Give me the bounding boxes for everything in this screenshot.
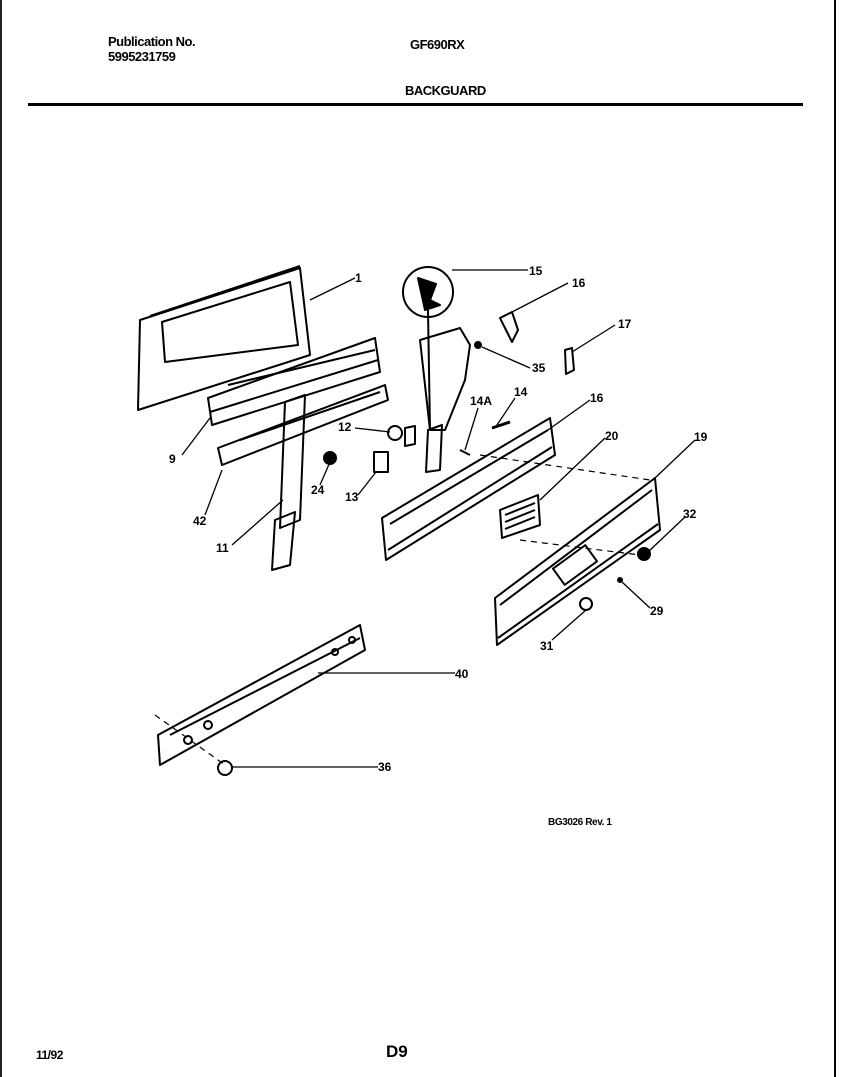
callout-19: 19 (694, 430, 708, 444)
publication-label: Publication No. (108, 34, 196, 49)
section-title: BACKGUARD (405, 83, 486, 98)
callout-40: 40 (455, 667, 469, 681)
callout-11: 11 (216, 541, 229, 555)
part-15-bracket (403, 267, 470, 472)
callout-16-clip: 16 (572, 276, 586, 290)
callout-13: 13 (345, 490, 359, 504)
part-36-screw (218, 761, 232, 775)
part-35-screw (475, 342, 481, 348)
callout-1: 1 (355, 271, 362, 285)
part-12-knob (388, 426, 415, 446)
model-number: GF690RX (410, 37, 465, 52)
callout-12: 12 (338, 420, 352, 434)
callout-17: 17 (618, 317, 632, 331)
callout-36: 36 (378, 760, 392, 774)
callout-32: 32 (683, 507, 697, 521)
callout-29: 29 (650, 604, 664, 618)
part-40-bottom-rail (158, 625, 365, 765)
part-14a-clip (460, 450, 470, 455)
callout-14: 14 (514, 385, 528, 399)
drawing-reference: BG3026 Rev. 1 (548, 817, 612, 828)
publication-number: 5995231759 (108, 49, 176, 64)
part-9-rail (208, 338, 380, 425)
callout-20: 20 (605, 429, 619, 443)
callout-15: 15 (529, 264, 543, 278)
part-16-clip (500, 312, 518, 342)
part-13-switch (374, 452, 388, 472)
callout-31: 31 (540, 639, 554, 653)
callout-24: 24 (311, 483, 325, 497)
callout-42: 42 (193, 514, 207, 528)
footer-page-number: D9 (386, 1042, 408, 1061)
callout-35: 35 (532, 361, 546, 375)
part-31-knob (580, 598, 592, 610)
callout-14a: 14A (470, 394, 493, 408)
part-14-clip (492, 422, 510, 428)
footer-date: 11/92 (36, 1048, 63, 1062)
part-32-knob (638, 548, 650, 560)
callout-9: 9 (169, 452, 176, 466)
part-29-screw (618, 578, 622, 582)
part-20-display (500, 495, 540, 538)
callout-16-panel: 16 (590, 391, 604, 405)
